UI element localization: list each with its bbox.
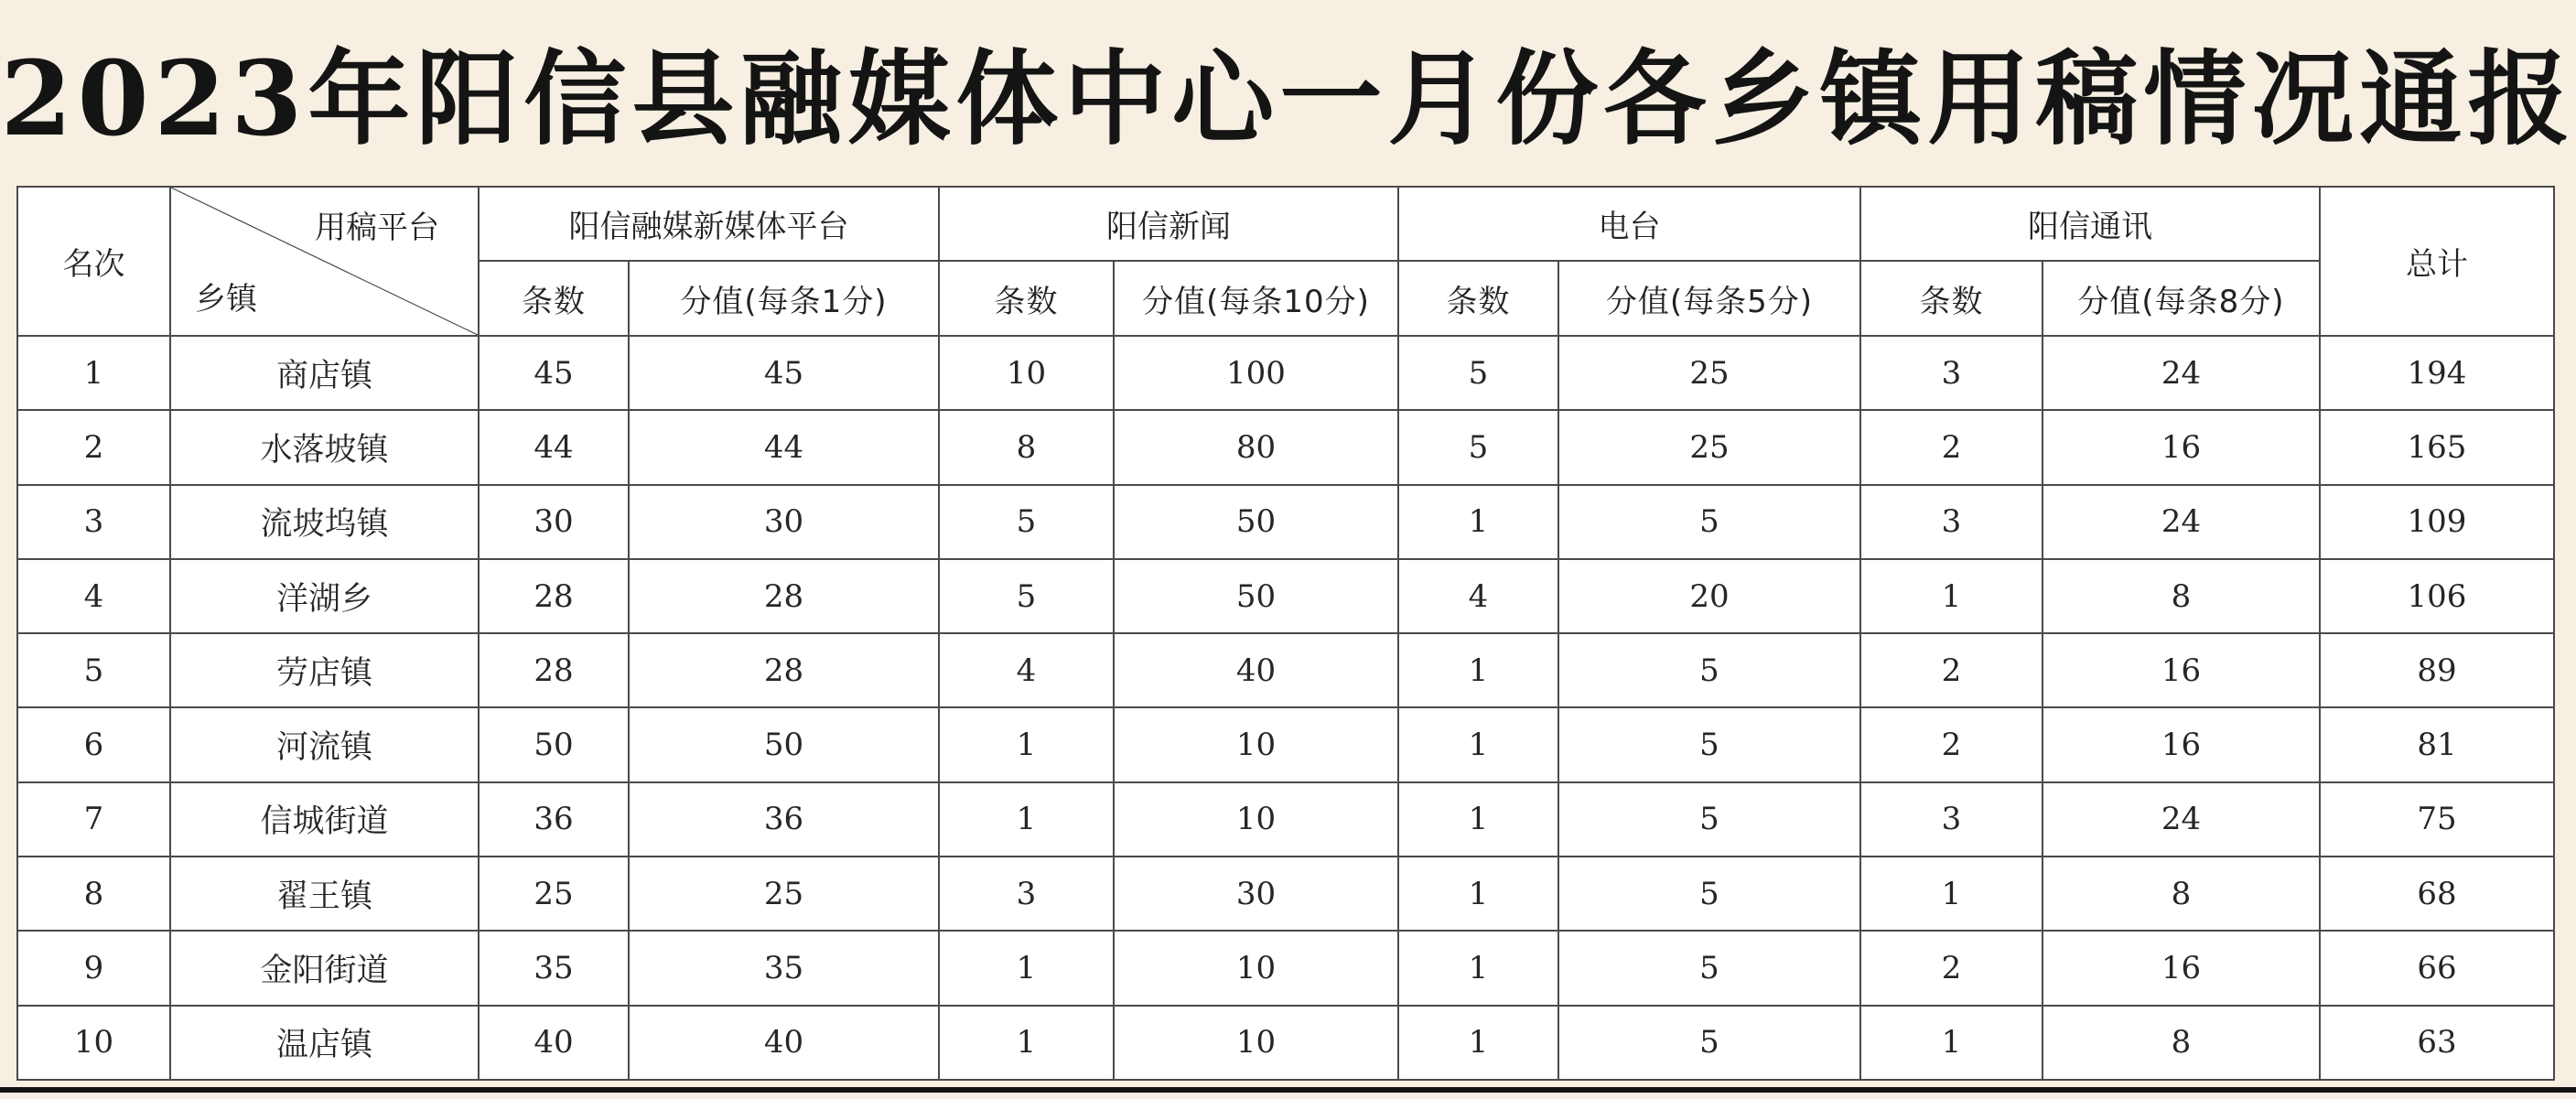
- bulletin-score-cell: 16: [2042, 633, 2320, 707]
- bulletin-score-cell: 16: [2042, 707, 2320, 781]
- rank-cell: 2: [17, 410, 170, 484]
- radio-count-cell: 1: [1398, 782, 1558, 857]
- news-count-cell: 1: [939, 931, 1114, 1005]
- town-cell: 翟王镇: [170, 857, 479, 931]
- bulletin-score-cell: 24: [2042, 336, 2320, 410]
- bulletin-count-cell: 1: [1860, 857, 2042, 931]
- radio-score-cell: 25: [1558, 410, 1860, 484]
- news-count-cell: 10: [939, 336, 1114, 410]
- header-group-radio: 电台: [1398, 187, 1860, 261]
- table-row: [17, 707, 2554, 781]
- header-sub-score: 分值(每条5分): [1558, 261, 1860, 336]
- table-row: [17, 559, 2554, 633]
- table-row: [17, 857, 2554, 931]
- total-cell: 194: [2320, 336, 2554, 410]
- table-row: [17, 931, 2554, 1005]
- newmedia-score-cell: 25: [629, 857, 939, 931]
- total-cell: 66: [2320, 931, 2554, 1005]
- header-sub-score: 分值(每条8分): [2042, 261, 2320, 336]
- news-score-cell: 50: [1114, 485, 1398, 559]
- newmedia-count-cell: 36: [479, 782, 629, 857]
- town-cell: 劳店镇: [170, 633, 479, 707]
- header-sub-count: 条数: [939, 261, 1114, 336]
- newmedia-score-cell: 28: [629, 559, 939, 633]
- news-score-cell: 100: [1114, 336, 1398, 410]
- total-cell: 106: [2320, 559, 2554, 633]
- header-platform-label: 用稿平台: [315, 210, 439, 246]
- total-cell: 165: [2320, 410, 2554, 484]
- header-sub-count: 条数: [1860, 261, 2042, 336]
- rank-cell: 7: [17, 782, 170, 857]
- news-score-cell: 10: [1114, 782, 1398, 857]
- news-score-cell: 30: [1114, 857, 1398, 931]
- town-cell: 洋湖乡: [170, 559, 479, 633]
- news-count-cell: 8: [939, 410, 1114, 484]
- rank-cell: 3: [17, 485, 170, 559]
- news-count-cell: 3: [939, 857, 1114, 931]
- radio-score-cell: 5: [1558, 931, 1860, 1005]
- radio-count-cell: 1: [1398, 857, 1558, 931]
- total-cell: 81: [2320, 707, 2554, 781]
- news-score-cell: 10: [1114, 707, 1398, 781]
- newmedia-count-cell: 28: [479, 633, 629, 707]
- header-group-news: 阳信新闻: [939, 187, 1398, 261]
- bottom-rule: [0, 1087, 2576, 1093]
- town-cell: 金阳街道: [170, 931, 479, 1005]
- header-sub-score: 分值(每条10分): [1114, 261, 1398, 336]
- bulletin-score-cell: 24: [2042, 485, 2320, 559]
- total-cell: 89: [2320, 633, 2554, 707]
- news-count-cell: 1: [939, 707, 1114, 781]
- news-score-cell: 10: [1114, 1006, 1398, 1080]
- newmedia-score-cell: 35: [629, 931, 939, 1005]
- news-count-cell: 1: [939, 1006, 1114, 1080]
- table-row: [17, 1006, 2554, 1080]
- town-cell: 商店镇: [170, 336, 479, 410]
- total-cell: 68: [2320, 857, 2554, 931]
- bulletin-score-cell: 8: [2042, 559, 2320, 633]
- table-row: [17, 782, 2554, 857]
- bulletin-count-cell: 3: [1860, 782, 2042, 857]
- bulletin-score-cell: 8: [2042, 857, 2320, 931]
- news-count-cell: 1: [939, 782, 1114, 857]
- header-rank: 名次: [17, 187, 170, 336]
- town-cell: 流坡坞镇: [170, 485, 479, 559]
- radio-score-cell: 5: [1558, 485, 1860, 559]
- header-total: 总计: [2320, 187, 2554, 336]
- header-sub-count: 条数: [479, 261, 629, 336]
- radio-count-cell: 5: [1398, 410, 1558, 484]
- rank-cell: 8: [17, 857, 170, 931]
- bulletin-count-cell: 3: [1860, 336, 2042, 410]
- radio-score-cell: 5: [1558, 1006, 1860, 1080]
- header-group-bulletin: 阳信通讯: [1860, 187, 2320, 261]
- newmedia-score-cell: 44: [629, 410, 939, 484]
- bulletin-score-cell: 24: [2042, 782, 2320, 857]
- news-score-cell: 50: [1114, 559, 1398, 633]
- newmedia-count-cell: 40: [479, 1006, 629, 1080]
- radio-score-cell: 5: [1558, 633, 1860, 707]
- radio-count-cell: 1: [1398, 931, 1558, 1005]
- table-row: [17, 410, 2554, 484]
- header-sub-count: 条数: [1398, 261, 1558, 336]
- rank-cell: 4: [17, 559, 170, 633]
- newmedia-count-cell: 25: [479, 857, 629, 931]
- newmedia-count-cell: 28: [479, 559, 629, 633]
- bulletin-count-cell: 1: [1860, 559, 2042, 633]
- table-row: [17, 336, 2554, 410]
- radio-score-cell: 20: [1558, 559, 1860, 633]
- newmedia-score-cell: 28: [629, 633, 939, 707]
- total-cell: 63: [2320, 1006, 2554, 1080]
- table-row: [17, 485, 2554, 559]
- newmedia-score-cell: 30: [629, 485, 939, 559]
- radio-count-cell: 5: [1398, 336, 1558, 410]
- newmedia-count-cell: 44: [479, 410, 629, 484]
- rank-cell: 6: [17, 707, 170, 781]
- newmedia-score-cell: 36: [629, 782, 939, 857]
- news-count-cell: 5: [939, 485, 1114, 559]
- header-group-newmedia: 阳信融媒新媒体平台: [479, 187, 939, 261]
- news-score-cell: 10: [1114, 931, 1398, 1005]
- radio-count-cell: 1: [1398, 485, 1558, 559]
- newmedia-count-cell: 50: [479, 707, 629, 781]
- radio-count-cell: 1: [1398, 633, 1558, 707]
- bulletin-score-cell: 16: [2042, 410, 2320, 484]
- bulletin-count-cell: 2: [1860, 633, 2042, 707]
- rank-cell: 9: [17, 931, 170, 1005]
- bulletin-count-cell: 2: [1860, 931, 2042, 1005]
- bulletin-count-cell: 1: [1860, 1006, 2042, 1080]
- news-count-cell: 4: [939, 633, 1114, 707]
- radio-count-cell: 1: [1398, 707, 1558, 781]
- news-count-cell: 5: [939, 559, 1114, 633]
- total-cell: 109: [2320, 485, 2554, 559]
- news-score-cell: 40: [1114, 633, 1398, 707]
- radio-count-cell: 4: [1398, 559, 1558, 633]
- bulletin-count-cell: 2: [1860, 707, 2042, 781]
- table-header: [17, 187, 2554, 336]
- bulletin-count-cell: 2: [1860, 410, 2042, 484]
- radio-score-cell: 5: [1558, 782, 1860, 857]
- header-corner-cell: [170, 187, 479, 336]
- newmedia-score-cell: 45: [629, 336, 939, 410]
- bulletin-count-cell: 3: [1860, 485, 2042, 559]
- newmedia-count-cell: 45: [479, 336, 629, 410]
- town-cell: 信城街道: [170, 782, 479, 857]
- header-sub-score: 分值(每条1分): [629, 261, 939, 336]
- rank-cell: 5: [17, 633, 170, 707]
- town-cell: 河流镇: [170, 707, 479, 781]
- report-table: [16, 186, 2555, 1081]
- rank-cell: 10: [17, 1006, 170, 1080]
- table-row: [17, 633, 2554, 707]
- table-body: [17, 336, 2554, 1080]
- radio-count-cell: 1: [1398, 1006, 1558, 1080]
- radio-score-cell: 5: [1558, 857, 1860, 931]
- header-town-label: 乡镇: [195, 281, 257, 318]
- radio-score-cell: 5: [1558, 707, 1860, 781]
- newmedia-score-cell: 50: [629, 707, 939, 781]
- radio-score-cell: 25: [1558, 336, 1860, 410]
- report-title: 2023年阳信县融媒体中心一月份各乡镇用稿情况通报: [0, 38, 2576, 159]
- bulletin-score-cell: 16: [2042, 931, 2320, 1005]
- newmedia-count-cell: 30: [479, 485, 629, 559]
- rank-cell: 1: [17, 336, 170, 410]
- news-score-cell: 80: [1114, 410, 1398, 484]
- newmedia-count-cell: 35: [479, 931, 629, 1005]
- bulletin-score-cell: 8: [2042, 1006, 2320, 1080]
- town-cell: 温店镇: [170, 1006, 479, 1080]
- total-cell: 75: [2320, 782, 2554, 857]
- town-cell: 水落坡镇: [170, 410, 479, 484]
- newmedia-score-cell: 40: [629, 1006, 939, 1080]
